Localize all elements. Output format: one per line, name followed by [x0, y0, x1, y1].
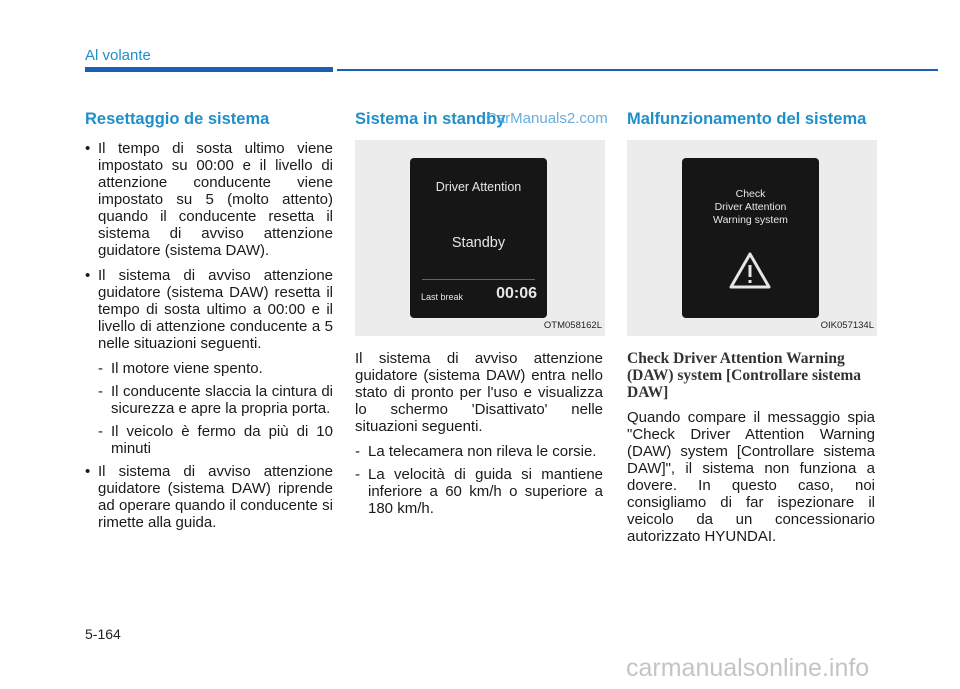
- sub-item-text: Il conducente slaccia la cintura di sicurezza e apre la propria porta.: [111, 383, 333, 417]
- list-item-text: Il tempo di sosta ultimo viene impostato su 00:00 e il livello di attenzione conducente viene impostato su 5 (molto attento) quando il conducente resetta il sistema di avviso attenzione guidatore (sistema DAW).: [98, 140, 333, 259]
- sub-item-text: Il motore viene spento.: [111, 360, 263, 377]
- section-title-malfunction: Malfunzionamento del sistema: [627, 110, 867, 128]
- section-title-standby: Sistema in standby: [355, 110, 506, 128]
- warning-message: Check Driver Attention Warning system: [713, 188, 788, 226]
- list-item-text: Il sistema di avviso attenzione guidatore (sistema DAW) resetta il tempo di sosta ultimo a 00:00 e il livello di attenzione conducente a 5 nelle situazioni seguenti.: [98, 267, 333, 352]
- cluster-display: [682, 158, 819, 318]
- watermark-logo: CarManuals2.com: [486, 110, 608, 127]
- chapter-title: Al volante: [85, 47, 151, 64]
- last-break-time: 00:06: [496, 285, 537, 302]
- bullet-icon: •: [85, 463, 91, 480]
- figure-malfunction: [627, 140, 877, 336]
- column-malfunction: [627, 111, 875, 553]
- column-reset: [85, 111, 333, 539]
- sub-item-text: La telecamera non rileva le corsie.: [368, 443, 597, 460]
- last-break-label: Last break: [421, 292, 464, 302]
- header-rule-thin: [337, 69, 938, 71]
- bullet-icon: •: [85, 267, 91, 284]
- display-divider: [422, 279, 535, 280]
- sub-item: - Il veicolo è fermo da più di 10 minuti: [98, 423, 333, 457]
- column-standby: [355, 111, 603, 523]
- figure-id: OTM058162L: [543, 320, 602, 331]
- sub-item-text: La velocità di guida si mantiene inferiore a 60 km/h o superiore a 180 km/h.: [368, 466, 603, 517]
- standby-paragraph: Il sistema di avviso attenzione guidatore (sistema DAW) entra nello stato di pronto per l'uso e visualizza lo schermo 'Disattivato' nelle situazioni seguenti.: [355, 350, 603, 435]
- warning-triangle-icon: [728, 251, 772, 291]
- header-rule-thick: [85, 67, 333, 72]
- reset-list: [85, 140, 333, 531]
- list-item: [85, 140, 333, 259]
- cluster-display: [410, 158, 547, 318]
- sub-item: - Il conducente slaccia la cintura di sicurezza e apre la propria porta.: [98, 383, 333, 417]
- sub-item: - La telecamera non rileva le corsie.: [355, 443, 603, 460]
- page-number: 5-164: [85, 626, 121, 642]
- display-title: Driver Attention: [435, 180, 522, 194]
- list-item: [85, 267, 333, 457]
- figure-id: OIK057134L: [820, 320, 874, 331]
- display-status: Standby: [451, 235, 506, 251]
- subsection-title: Check Driver Attention Warning (DAW) system [Controllare sistema DAW]: [627, 350, 862, 401]
- bullet-icon: •: [85, 140, 91, 157]
- malfunction-paragraph: Quando compare il messaggio spia "Check Driver Attention Warning (DAW) system [Controllare sistema DAW]", il sistema non funziona a dovere. In questo caso, noi consigliamo di far ispezionare il veicolo da un concessionario autorizzato HYUNDAI.: [627, 409, 875, 545]
- list-item-text: Il sistema di avviso attenzione guidatore (sistema DAW) riprende ad operare quando il conducente si rimette alla guida.: [98, 463, 333, 531]
- footer-watermark: carmanualsonline.info: [626, 654, 870, 682]
- sub-item: - Il motore viene spento.: [98, 360, 333, 377]
- figure-standby: [355, 140, 605, 336]
- sub-item-text: Il veicolo è fermo da più di 10 minuti: [111, 423, 333, 457]
- list-item: [85, 463, 333, 531]
- sub-item: - La velocità di guida si mantiene inferiore a 60 km/h o superiore a 180 km/h.: [355, 466, 603, 517]
- section-title-reset: Resettaggio de sistema: [85, 110, 270, 128]
